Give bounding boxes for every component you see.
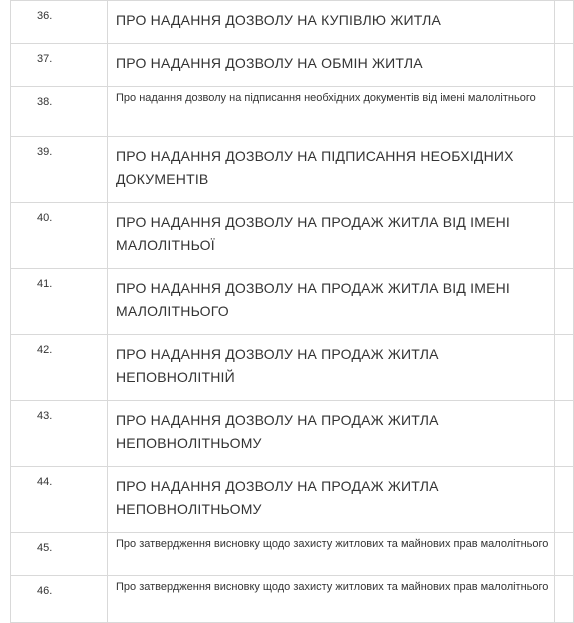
row-number: 45. bbox=[11, 533, 108, 576]
row-number: 46. bbox=[11, 576, 108, 623]
table-row bbox=[11, 87, 574, 137]
table-row bbox=[11, 1, 574, 44]
table-row bbox=[11, 203, 574, 269]
row-number: 42. bbox=[11, 335, 108, 401]
row-extra-cell bbox=[555, 533, 574, 576]
row-title[interactable]: ПРО НАДАННЯ ДОЗВОЛУ НА ПРОДАЖ ЖИТЛА ВІД ІМЕНІ МАЛОЛІТНЬОЇ bbox=[108, 203, 555, 269]
row-extra-cell bbox=[555, 203, 574, 269]
row-title[interactable]: ПРО НАДАННЯ ДОЗВОЛУ НА ПІДПИСАННЯ НЕОБХІДНИХ ДОКУМЕНТІВ bbox=[108, 137, 555, 203]
row-number: 37. bbox=[11, 44, 108, 87]
documents-table bbox=[10, 0, 574, 623]
table-row bbox=[11, 137, 574, 203]
row-title[interactable]: ПРО НАДАННЯ ДОЗВОЛУ НА ПРОДАЖ ЖИТЛА НЕПОВНОЛІТНЬОМУ bbox=[108, 467, 555, 533]
row-title[interactable]: Про затвердження висновку щодо захисту житлових та майнових прав малолітнього bbox=[108, 576, 555, 623]
row-title[interactable]: ПРО НАДАННЯ ДОЗВОЛУ НА КУПІВЛЮ ЖИТЛА bbox=[108, 1, 555, 44]
row-number: 38. bbox=[11, 87, 108, 137]
row-extra-cell bbox=[555, 576, 574, 623]
row-title[interactable]: ПРО НАДАННЯ ДОЗВОЛУ НА ПРОДАЖ ЖИТЛА НЕПОВНОЛІТНІЙ bbox=[108, 335, 555, 401]
row-extra-cell bbox=[555, 1, 574, 44]
row-title[interactable]: ПРО НАДАННЯ ДОЗВОЛУ НА ОБМІН ЖИТЛА bbox=[108, 44, 555, 87]
row-extra-cell bbox=[555, 87, 574, 137]
table-row bbox=[11, 576, 574, 623]
row-extra-cell bbox=[555, 44, 574, 87]
row-number: 43. bbox=[11, 401, 108, 467]
row-extra-cell bbox=[555, 269, 574, 335]
row-title[interactable]: ПРО НАДАННЯ ДОЗВОЛУ НА ПРОДАЖ ЖИТЛА НЕПОВНОЛІТНЬОМУ bbox=[108, 401, 555, 467]
row-extra-cell bbox=[555, 467, 574, 533]
table-row bbox=[11, 335, 574, 401]
table-row bbox=[11, 269, 574, 335]
row-number: 36. bbox=[11, 1, 108, 44]
row-extra-cell bbox=[555, 401, 574, 467]
row-title[interactable]: ПРО НАДАННЯ ДОЗВОЛУ НА ПРОДАЖ ЖИТЛА ВІД ІМЕНІ МАЛОЛІТНЬОГО bbox=[108, 269, 555, 335]
table-row bbox=[11, 533, 574, 576]
row-title[interactable]: Про надання дозволу на підписання необхідних документів від імені малолітнього bbox=[108, 87, 555, 137]
table-row bbox=[11, 44, 574, 87]
row-extra-cell bbox=[555, 137, 574, 203]
row-title[interactable]: Про затвердження висновку щодо захисту житлових та майнових прав малолітнього bbox=[108, 533, 555, 576]
row-extra-cell bbox=[555, 335, 574, 401]
row-number: 40. bbox=[11, 203, 108, 269]
row-number: 39. bbox=[11, 137, 108, 203]
table-row bbox=[11, 467, 574, 533]
table-row bbox=[11, 401, 574, 467]
row-number: 41. bbox=[11, 269, 108, 335]
row-number: 44. bbox=[11, 467, 108, 533]
